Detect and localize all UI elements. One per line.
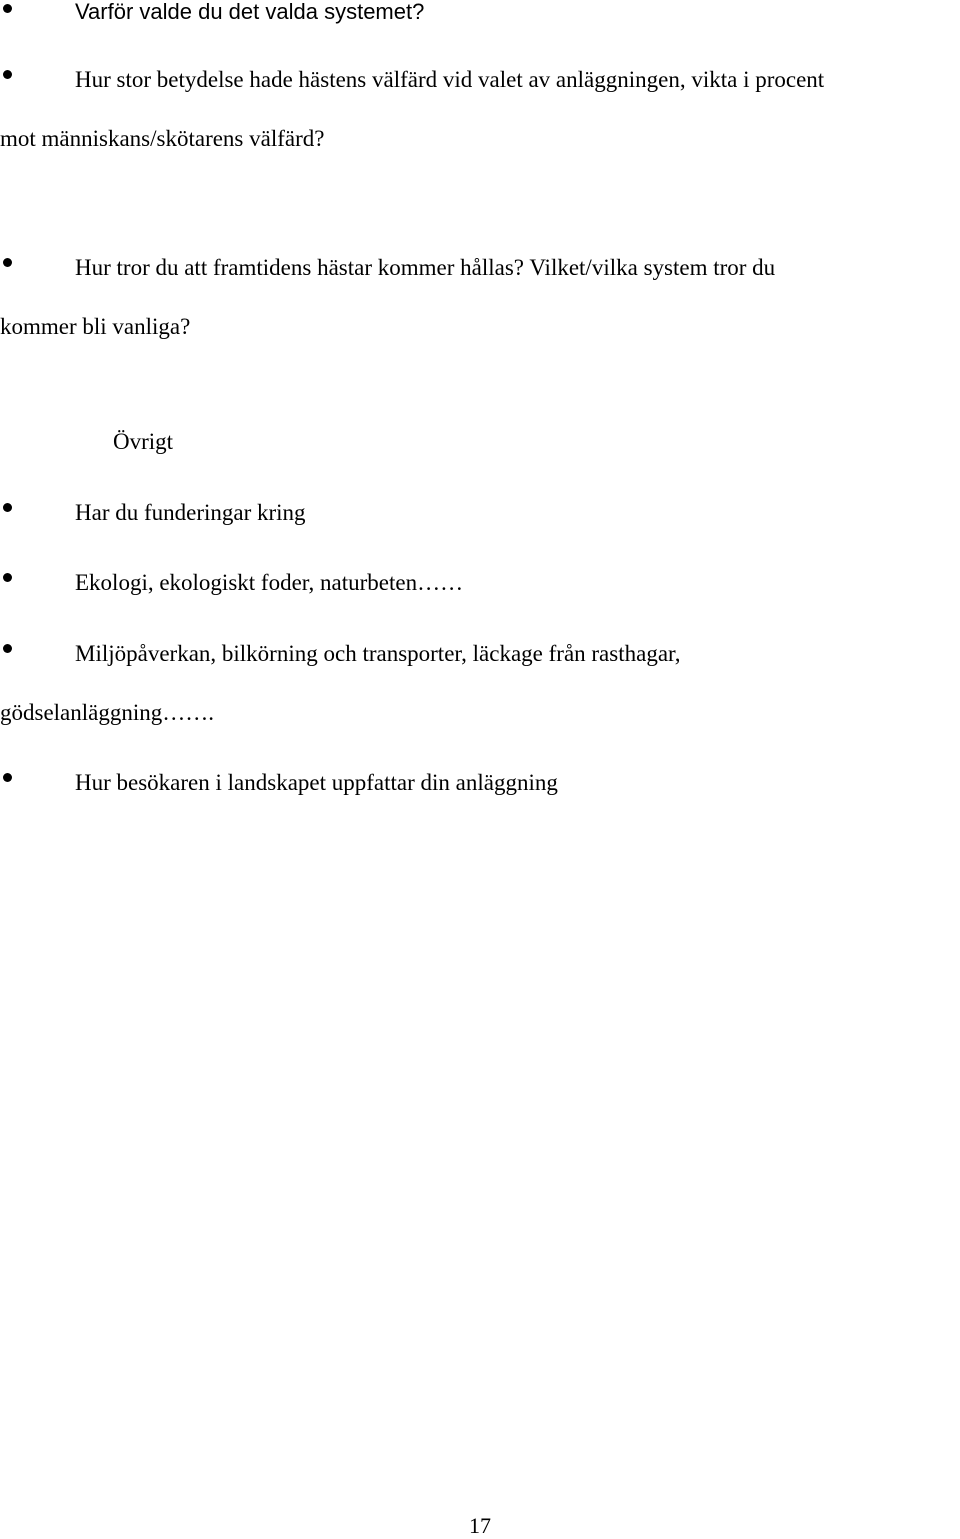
section-item-landscape: Hur besökaren i landskapet uppfattar din anläggning bbox=[75, 770, 558, 795]
bullet-icon bbox=[3, 644, 12, 653]
section-heading-ovrigt: Övrigt bbox=[113, 429, 174, 454]
bullet-icon bbox=[3, 503, 12, 512]
section-item-ecology: Ekologi, ekologiskt foder, naturbeten…… bbox=[75, 570, 464, 595]
question-future-horses-continued: kommer bli vanliga? bbox=[0, 314, 191, 339]
question-horse-welfare-continued: mot människans/skötarens välfärd? bbox=[0, 126, 325, 151]
bullet-icon bbox=[3, 4, 12, 13]
bullet-icon bbox=[3, 258, 12, 267]
section-item-thoughts: Har du funderingar kring bbox=[75, 500, 306, 525]
page-number: 17 bbox=[469, 1513, 491, 1538]
question-future-horses: Hur tror du att framtidens hästar kommer hållas? Vilket/vilka system tror du bbox=[75, 255, 776, 280]
section-item-environment: Miljöpåverkan, bilkörning och transporter, läckage från rasthagar, bbox=[75, 641, 681, 666]
question-system-choice: Varför valde du det valda systemet? bbox=[75, 0, 425, 24]
bullet-icon bbox=[3, 573, 12, 582]
bullet-icon bbox=[3, 773, 12, 782]
bullet-icon bbox=[3, 70, 12, 79]
section-item-environment-continued: gödselanläggning……. bbox=[0, 700, 214, 725]
question-horse-welfare: Hur stor betydelse hade hästens välfärd vid valet av anläggningen, vikta i procent bbox=[75, 67, 825, 92]
